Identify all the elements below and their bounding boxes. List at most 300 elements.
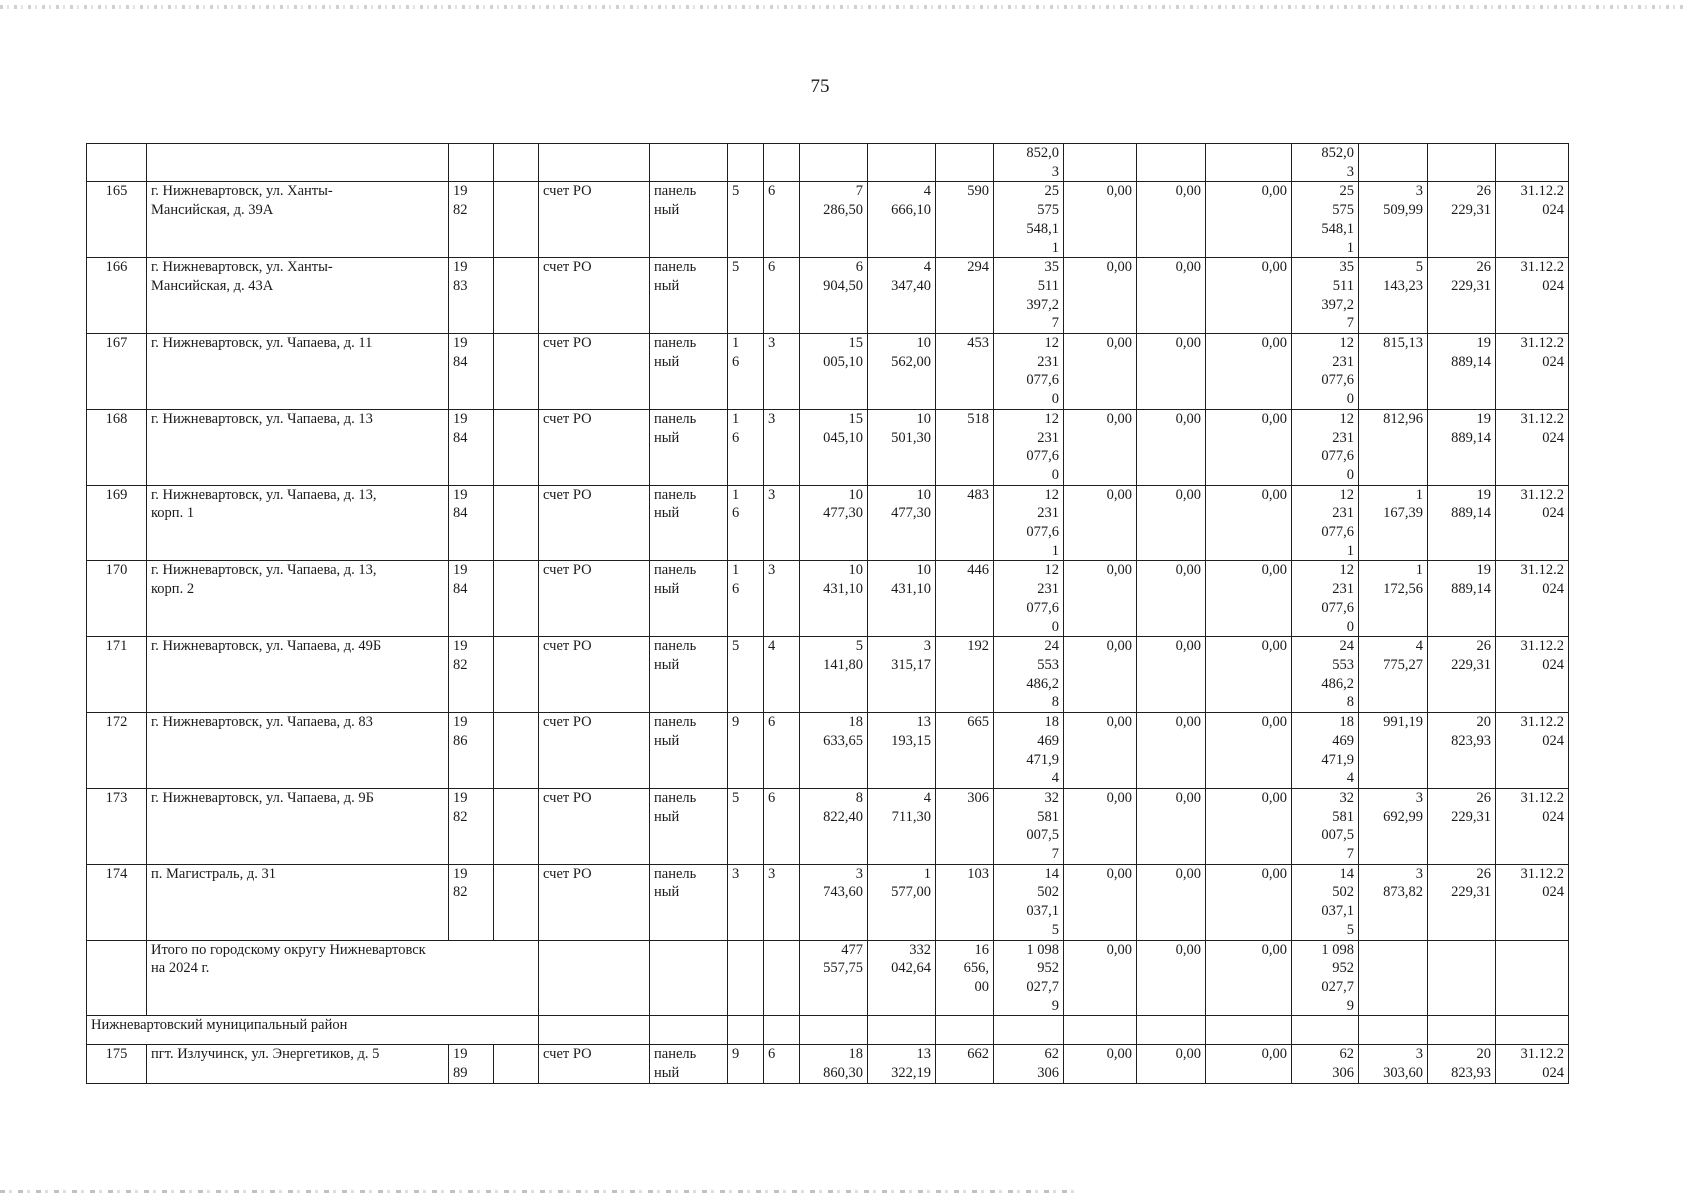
cell-area-living bbox=[868, 788, 936, 864]
cell-line: 005,10 bbox=[823, 353, 863, 370]
section-heading: Нижневартовский муниципальный район bbox=[87, 1016, 539, 1045]
cell-area-total bbox=[800, 1045, 868, 1083]
cell-line: 84 bbox=[453, 581, 468, 598]
cell-line: 453 bbox=[967, 335, 989, 352]
cell-empty bbox=[1428, 1016, 1496, 1045]
cell-line: 4 bbox=[1415, 638, 1423, 655]
cell-walls bbox=[650, 864, 728, 940]
cell-deadline bbox=[1496, 561, 1569, 637]
cell-floors bbox=[728, 409, 764, 485]
section-row bbox=[87, 1016, 1569, 1045]
cell-line: 024 bbox=[1542, 277, 1564, 294]
cell-line: 889,14 bbox=[1451, 353, 1491, 370]
cell-empty bbox=[1496, 1016, 1569, 1045]
cell-line: панель bbox=[654, 183, 697, 200]
cell-line: 6 bbox=[732, 353, 740, 370]
cell-line: 229,31 bbox=[1451, 656, 1491, 673]
summary-row bbox=[87, 940, 1569, 1016]
cell-line: 077,6 bbox=[1321, 372, 1354, 389]
cell-line: 0,00 bbox=[1175, 183, 1201, 200]
cell-line: 562,00 bbox=[891, 353, 931, 370]
cell-area-total bbox=[800, 485, 868, 561]
cell-year bbox=[449, 485, 494, 561]
page-number: 75 bbox=[810, 76, 830, 97]
cell-line: г. Нижневартовск, ул. Чапаева, д. 13, bbox=[151, 562, 377, 579]
cell-line: 666,10 bbox=[891, 202, 931, 219]
cell-total bbox=[1292, 788, 1359, 864]
cell-line: 167,39 bbox=[1383, 505, 1423, 522]
cell-line: 10 bbox=[848, 562, 863, 579]
cell-line: панель bbox=[654, 1046, 697, 1063]
cell-line: 62 bbox=[1339, 1046, 1354, 1063]
cell-s3 bbox=[1206, 788, 1292, 864]
cell-fund bbox=[539, 182, 650, 258]
cell-line: 12 bbox=[1044, 486, 1059, 503]
cell-line: 6 bbox=[855, 259, 863, 276]
cell-address bbox=[147, 409, 449, 485]
cell-residents bbox=[936, 940, 994, 1016]
cell-year bbox=[449, 1045, 494, 1083]
cell-line: 35 bbox=[1044, 259, 1059, 276]
cell-deadline bbox=[1496, 788, 1569, 864]
cell-area-living bbox=[868, 637, 936, 713]
cell-empty bbox=[494, 788, 539, 864]
cell-line: 397,2 bbox=[1026, 296, 1059, 313]
cell-walls bbox=[650, 409, 728, 485]
cell-floors bbox=[728, 182, 764, 258]
cell-line: 4 bbox=[923, 789, 931, 806]
cell-line: счет РО bbox=[543, 335, 592, 352]
cell-area-living bbox=[868, 485, 936, 561]
cell-line: 89 bbox=[453, 1065, 468, 1082]
cell-line: 7 bbox=[1346, 846, 1354, 863]
cell-line: 1 bbox=[1415, 562, 1423, 579]
cell-empty bbox=[1359, 1016, 1428, 1045]
cell-line: 024 bbox=[1542, 884, 1564, 901]
cell-line: счет РО bbox=[543, 486, 592, 503]
cell-limit-cost bbox=[1428, 713, 1496, 789]
cell-line: 31.12.2 bbox=[1520, 1046, 1564, 1063]
cell-line: панель bbox=[654, 259, 697, 276]
scan-bottom-edge bbox=[0, 1190, 1080, 1193]
cell-line: 4 bbox=[1051, 770, 1059, 787]
cell-empty bbox=[539, 940, 650, 1016]
cell-line: 581 bbox=[1332, 808, 1354, 825]
cell-walls bbox=[650, 485, 728, 561]
cell-line: 14 bbox=[1044, 865, 1059, 882]
cell-line: 1 bbox=[732, 410, 740, 427]
cell-line: 229,31 bbox=[1451, 277, 1491, 294]
cell-line: 431,10 bbox=[823, 581, 863, 598]
cell-s3 bbox=[1206, 864, 1292, 940]
cell-fund bbox=[539, 1045, 650, 1083]
cell-walls bbox=[650, 561, 728, 637]
cell-line: 12 bbox=[1339, 562, 1354, 579]
cell-cost bbox=[994, 637, 1064, 713]
cell-unit-cost bbox=[1359, 864, 1428, 940]
cell-line: 19 bbox=[453, 410, 468, 427]
cell-line: 0,00 bbox=[1175, 941, 1201, 958]
cell-line: 0,00 bbox=[1261, 1046, 1287, 1063]
cell-entrances bbox=[764, 182, 800, 258]
cell-line: 823,93 bbox=[1451, 732, 1491, 749]
cell-residents bbox=[936, 864, 994, 940]
cell-limit-cost bbox=[1428, 334, 1496, 410]
cell-area-total bbox=[800, 864, 868, 940]
cell-fund bbox=[539, 713, 650, 789]
cell-line: 322,19 bbox=[891, 1065, 931, 1082]
table-row bbox=[87, 561, 1569, 637]
cell-line: 0,00 bbox=[1106, 486, 1132, 503]
cell-line: 0,00 bbox=[1175, 486, 1201, 503]
cell-line: 5 bbox=[732, 638, 740, 655]
cell-s2 bbox=[1137, 1045, 1206, 1083]
cell-line: 952 bbox=[1037, 960, 1059, 977]
cell-floors bbox=[728, 334, 764, 410]
cell-unit-cost bbox=[1359, 334, 1428, 410]
cell-line: 662 bbox=[967, 1046, 989, 1063]
cell-line: 231 bbox=[1332, 353, 1354, 370]
table-row bbox=[87, 485, 1569, 561]
cell-line: 31.12.2 bbox=[1520, 714, 1564, 731]
cell-empty bbox=[764, 940, 800, 1016]
cell-year bbox=[449, 182, 494, 258]
cell-line: 26 bbox=[1476, 259, 1491, 276]
cell-unit-cost bbox=[1359, 637, 1428, 713]
cell-line: 822,40 bbox=[823, 808, 863, 825]
cell-line: 143,23 bbox=[1383, 277, 1423, 294]
cell-line: 0,00 bbox=[1175, 638, 1201, 655]
cell-line: 3 bbox=[768, 562, 776, 579]
cell-line: 86 bbox=[453, 732, 468, 749]
cell-line: 775,27 bbox=[1383, 656, 1423, 673]
cell-line: 952 bbox=[1332, 960, 1354, 977]
cell-line: 823,93 bbox=[1451, 1065, 1491, 1082]
cell-entrances bbox=[764, 1045, 800, 1083]
cell-line: 175 bbox=[105, 1046, 128, 1063]
cell-unit-cost bbox=[1359, 561, 1428, 637]
cell-line: 1 bbox=[1051, 542, 1059, 559]
cell-unit-cost bbox=[1359, 485, 1428, 561]
cell-line: 19 bbox=[453, 638, 468, 655]
cell-line: 306 bbox=[1037, 1065, 1059, 1082]
cell-line: 1 bbox=[732, 562, 740, 579]
cell-limit-cost bbox=[1428, 561, 1496, 637]
cell-fund bbox=[539, 334, 650, 410]
cell-cost bbox=[994, 561, 1064, 637]
cell-line: 0,00 bbox=[1106, 714, 1132, 731]
cell-line: 171 bbox=[105, 638, 128, 655]
cell-s3 bbox=[1206, 637, 1292, 713]
cell-s2 bbox=[1137, 864, 1206, 940]
cell-line: панель bbox=[654, 410, 697, 427]
cell-total bbox=[1292, 561, 1359, 637]
cell-line: г. Нижневартовск, ул. Чапаева, д. 13, bbox=[151, 486, 377, 503]
cell-line: 502 bbox=[1037, 884, 1059, 901]
cell-line: 8 bbox=[855, 789, 863, 806]
cell-n bbox=[87, 637, 147, 713]
cell-line: 042,64 bbox=[891, 960, 931, 977]
cell-empty bbox=[1359, 940, 1428, 1016]
continuation-row bbox=[87, 144, 1569, 182]
table-row bbox=[87, 1045, 1569, 1083]
cell-address bbox=[147, 1045, 449, 1083]
cell-line: 3 bbox=[768, 410, 776, 427]
cell-line: 3 bbox=[732, 865, 740, 882]
cell-line: 889,14 bbox=[1451, 581, 1491, 598]
cell-line: счет РО bbox=[543, 638, 592, 655]
cell-line: 486,2 bbox=[1321, 675, 1354, 692]
cell-line: 0,00 bbox=[1175, 259, 1201, 276]
cell-line: 6 bbox=[768, 1046, 776, 1063]
cell-line: 19 bbox=[1476, 486, 1491, 503]
cell-line: 501,30 bbox=[891, 429, 931, 446]
cell-area-total bbox=[800, 713, 868, 789]
cell-area-living bbox=[868, 1045, 936, 1083]
cell-residents bbox=[936, 1045, 994, 1083]
cell-line: 5 bbox=[1415, 259, 1423, 276]
cell-unit-cost bbox=[1359, 409, 1428, 485]
cell-s1 bbox=[1064, 788, 1137, 864]
cell-line: 1 bbox=[1346, 542, 1354, 559]
cell-limit-cost bbox=[1428, 182, 1496, 258]
cell-empty bbox=[1496, 940, 1569, 1016]
cell-line: 007,5 bbox=[1321, 827, 1354, 844]
cell-area-living bbox=[868, 409, 936, 485]
cell-empty bbox=[800, 1016, 868, 1045]
cell-line: 18 bbox=[848, 1046, 863, 1063]
cell-line: 231 bbox=[1037, 353, 1059, 370]
cell-empty bbox=[1428, 940, 1496, 1016]
cell-s2 bbox=[1137, 788, 1206, 864]
cell-line: 14 bbox=[1339, 865, 1354, 882]
cell-s3 bbox=[1206, 713, 1292, 789]
cell-line: 743,60 bbox=[823, 884, 863, 901]
cell-entrances bbox=[764, 864, 800, 940]
cell-address bbox=[147, 864, 449, 940]
cell-line: 0,00 bbox=[1261, 941, 1287, 958]
cell-line: 1 bbox=[1051, 239, 1059, 256]
cell-line: 303,60 bbox=[1383, 1065, 1423, 1082]
cell-n bbox=[87, 1045, 147, 1083]
cell-line: 5 bbox=[732, 259, 740, 276]
cell-line: г. Нижневартовск, ул. Чапаева, д. 9Б bbox=[151, 789, 374, 806]
cell-line: 3 bbox=[923, 638, 931, 655]
cell-address bbox=[147, 258, 449, 334]
cell-area-living bbox=[868, 864, 936, 940]
cell-address bbox=[147, 788, 449, 864]
cell-entrances bbox=[764, 485, 800, 561]
cell-line: 711,30 bbox=[891, 808, 931, 825]
cell-line: ный bbox=[654, 505, 680, 522]
cell-line: 0,00 bbox=[1175, 335, 1201, 352]
cell-line: 446 bbox=[967, 562, 989, 579]
cell-line: 19 bbox=[453, 335, 468, 352]
cell-line: 3 bbox=[1415, 789, 1423, 806]
cell-line: 1 bbox=[732, 335, 740, 352]
cell-line: 167 bbox=[105, 335, 128, 352]
cell-empty bbox=[1292, 1016, 1359, 1045]
cell-line: 166 bbox=[105, 259, 128, 276]
cell-s2 bbox=[1137, 334, 1206, 410]
cell-total bbox=[1292, 637, 1359, 713]
cell-n bbox=[87, 713, 147, 789]
cell-line: панель bbox=[654, 638, 697, 655]
cell-line: 0,00 bbox=[1261, 410, 1287, 427]
cell-line: 6 bbox=[768, 789, 776, 806]
cell-line: 1 bbox=[1415, 486, 1423, 503]
cell-line: 0,00 bbox=[1175, 562, 1201, 579]
cell-line: 229,31 bbox=[1451, 808, 1491, 825]
table-row bbox=[87, 258, 1569, 334]
cell-cost bbox=[994, 334, 1064, 410]
cell-line: 62 bbox=[1044, 1046, 1059, 1063]
cell-year bbox=[449, 334, 494, 410]
cell-line: 815,13 bbox=[1383, 335, 1423, 352]
housing-registry-table bbox=[86, 143, 1569, 1084]
cell-address bbox=[147, 182, 449, 258]
cell-line: 077,6 bbox=[1321, 524, 1354, 541]
cell-line: 024 bbox=[1542, 732, 1564, 749]
cell-line: 19 bbox=[453, 714, 468, 731]
cell-line: 13 bbox=[916, 1046, 931, 1063]
cell-line: 229,31 bbox=[1451, 884, 1491, 901]
cell-line: Итого по городскому округу Нижневартовск bbox=[151, 941, 426, 958]
cell-cost bbox=[994, 788, 1064, 864]
cell-line: 172,56 bbox=[1383, 581, 1423, 598]
cell-line: 141,80 bbox=[823, 656, 863, 673]
cell-line: 024 bbox=[1542, 505, 1564, 522]
cell-deadline bbox=[1496, 637, 1569, 713]
cell-s2 bbox=[1137, 258, 1206, 334]
cell-residents bbox=[936, 334, 994, 410]
cell-area-total bbox=[800, 258, 868, 334]
cell-line: 1 098 bbox=[1026, 941, 1059, 958]
cell-line: 18 bbox=[848, 714, 863, 731]
cell-line: 991,19 bbox=[1383, 714, 1423, 731]
cell-line: 518 bbox=[967, 410, 989, 427]
cell-line: 511 bbox=[1332, 277, 1354, 294]
cell-line: корп. 2 bbox=[151, 581, 195, 598]
cell-fund bbox=[539, 864, 650, 940]
cell-cost bbox=[994, 1045, 1064, 1083]
cell-line: счет РО bbox=[543, 259, 592, 276]
cell-line: 027,7 bbox=[1026, 978, 1059, 995]
cell-line: 332 bbox=[909, 941, 931, 958]
cell-line: счет РО bbox=[543, 183, 592, 200]
cell-line: 502 bbox=[1332, 884, 1354, 901]
cell-line: ный bbox=[654, 581, 680, 598]
cell-n bbox=[87, 485, 147, 561]
cell-line: 024 bbox=[1542, 808, 1564, 825]
cell-empty bbox=[650, 1016, 728, 1045]
cell-deadline bbox=[1496, 334, 1569, 410]
cell-line: 19 bbox=[453, 486, 468, 503]
cell-line: 231 bbox=[1037, 429, 1059, 446]
cell-total bbox=[1292, 182, 1359, 258]
cell-line: 077,6 bbox=[1026, 599, 1059, 616]
cell-empty bbox=[494, 334, 539, 410]
cell-line: 0,00 bbox=[1106, 410, 1132, 427]
cell-cost bbox=[994, 409, 1064, 485]
cell-total bbox=[1292, 713, 1359, 789]
cell-s3 bbox=[1206, 940, 1292, 1016]
cell-line: 10 bbox=[916, 335, 931, 352]
cell-total bbox=[1292, 864, 1359, 940]
table-row bbox=[87, 788, 1569, 864]
cell-residents bbox=[936, 409, 994, 485]
cell-line: 6 bbox=[768, 183, 776, 200]
cell-line: 1 bbox=[732, 486, 740, 503]
cell-address bbox=[147, 334, 449, 410]
cell-entrances bbox=[764, 788, 800, 864]
cell-n bbox=[87, 788, 147, 864]
cell-line: 12 bbox=[1044, 335, 1059, 352]
cell-n bbox=[87, 182, 147, 258]
cell-s1 bbox=[1064, 258, 1137, 334]
cell-residents bbox=[936, 788, 994, 864]
cell-line: 19 bbox=[1476, 562, 1491, 579]
cell-line: панель bbox=[654, 789, 697, 806]
cell-line: 0,00 bbox=[1106, 335, 1132, 352]
cell-line: 0 bbox=[1346, 466, 1354, 483]
cell-line: 193,15 bbox=[891, 732, 931, 749]
cell-residents bbox=[936, 258, 994, 334]
cell-floors bbox=[728, 637, 764, 713]
cell-line: на 2024 г. bbox=[151, 960, 210, 977]
cell-line: счет РО bbox=[543, 865, 592, 882]
cell-line: 4 bbox=[768, 638, 776, 655]
cell-fund bbox=[539, 788, 650, 864]
cell-line: 0,00 bbox=[1106, 789, 1132, 806]
cell-line: ный bbox=[654, 1065, 680, 1082]
cell-line: 077,6 bbox=[1321, 599, 1354, 616]
cell-line: 469 bbox=[1332, 732, 1354, 749]
cell-line: 24 bbox=[1339, 638, 1354, 655]
cell-line: 553 bbox=[1037, 656, 1059, 673]
cell-line: 8 bbox=[1051, 694, 1059, 711]
cell-empty bbox=[494, 713, 539, 789]
cell-s1 bbox=[1064, 409, 1137, 485]
cell-line: 6 bbox=[768, 259, 776, 276]
cell-line: 4 bbox=[923, 259, 931, 276]
cell-floors bbox=[728, 788, 764, 864]
cell-s2 bbox=[1137, 409, 1206, 485]
cell-total bbox=[1292, 334, 1359, 410]
cell-s1 bbox=[1064, 182, 1137, 258]
cell-walls bbox=[650, 334, 728, 410]
cell-area-total bbox=[800, 334, 868, 410]
cell-line: 26 bbox=[1476, 789, 1491, 806]
cell-cost bbox=[994, 713, 1064, 789]
cell-s3 bbox=[1206, 182, 1292, 258]
cell-line: 3 bbox=[1346, 163, 1354, 180]
cell-area-living bbox=[868, 334, 936, 410]
cell-walls bbox=[650, 713, 728, 789]
cell-line: 0,00 bbox=[1261, 714, 1287, 731]
cell-line: 84 bbox=[453, 429, 468, 446]
cell-line: 9 bbox=[732, 714, 740, 731]
cell-line: 231 bbox=[1332, 505, 1354, 522]
cell-n bbox=[87, 864, 147, 940]
cell-line: 9 bbox=[1346, 997, 1354, 1014]
cell-line: 1 bbox=[1346, 239, 1354, 256]
cell-line: 82 bbox=[453, 884, 468, 901]
cell-line: Мансийская, д. 43А bbox=[151, 277, 274, 294]
cell-line: 0,00 bbox=[1106, 941, 1132, 958]
cell-line: пгт. Излучинск, ул. Энергетиков, д. 5 bbox=[151, 1046, 380, 1063]
cell-residents bbox=[936, 485, 994, 561]
